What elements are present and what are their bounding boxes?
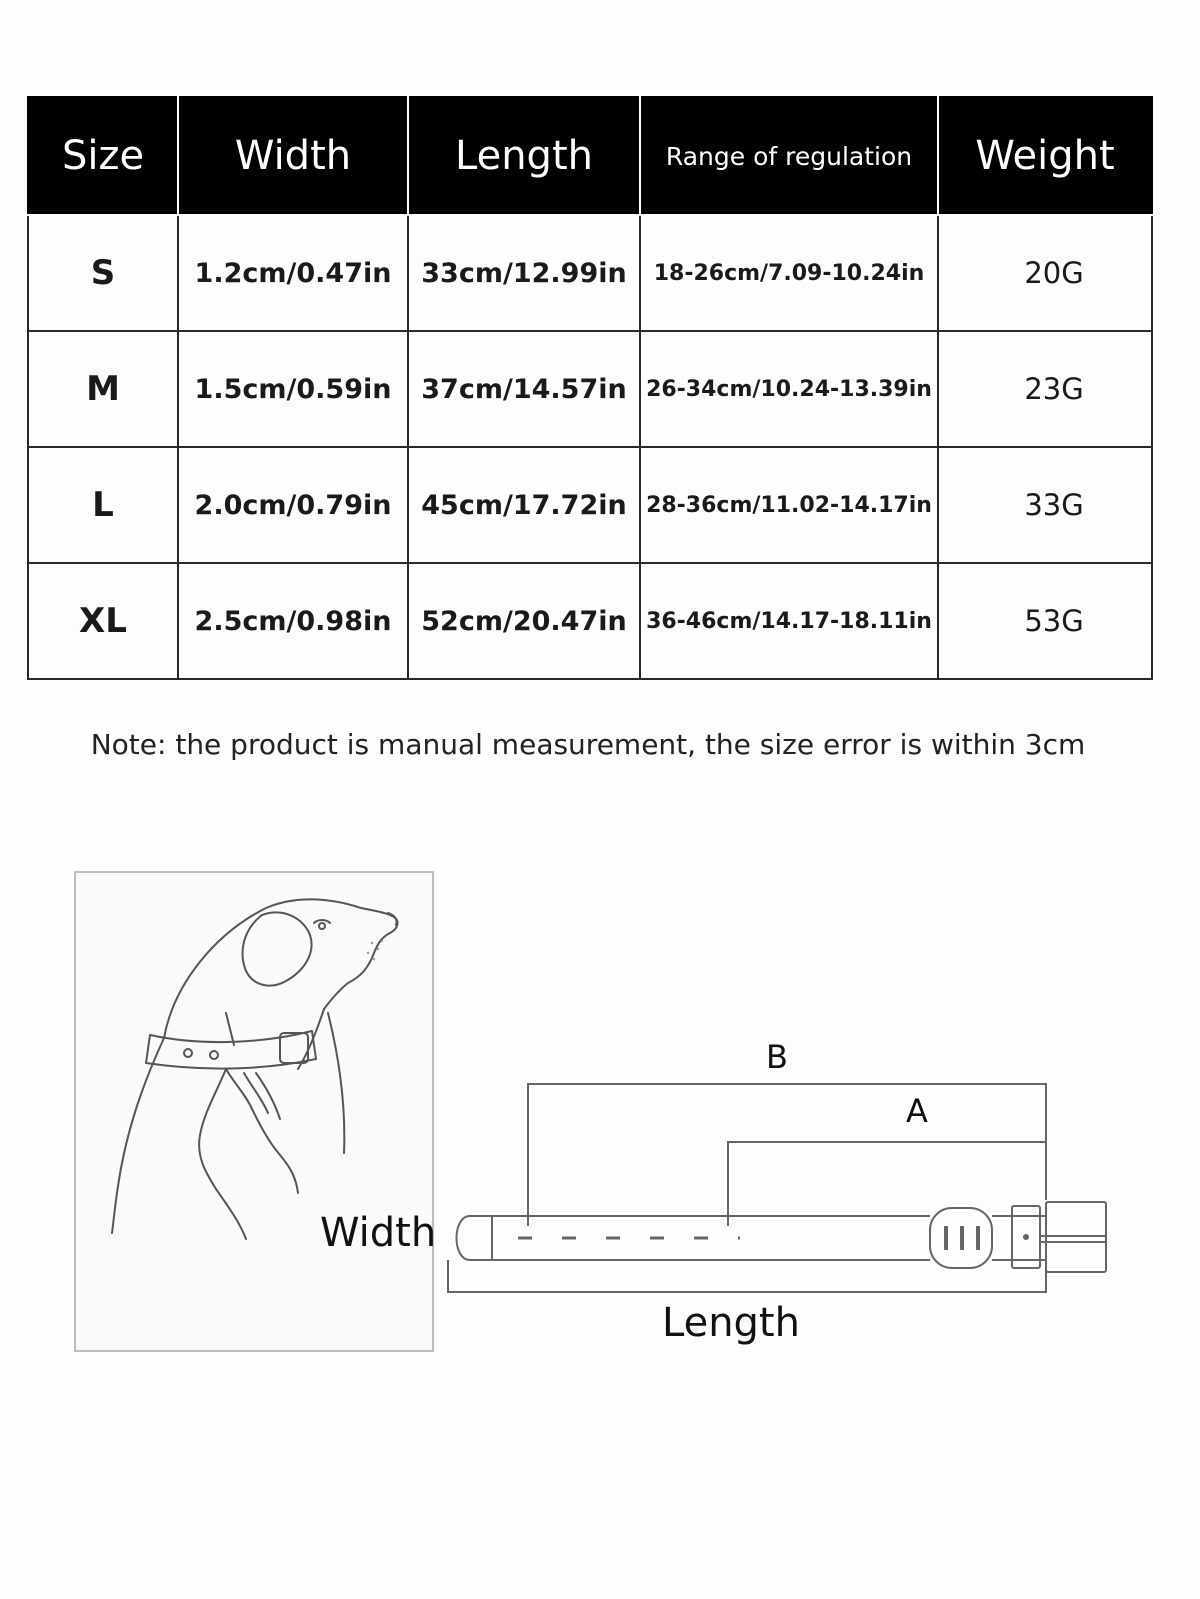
cell-weight: 33G (938, 447, 1152, 563)
cell-length: 52cm/20.47in (408, 563, 640, 679)
cell-width: 2.0cm/0.79in (178, 447, 408, 563)
cell-size: M (28, 331, 178, 447)
width-label: Width (320, 1210, 437, 1256)
cell-weight: 23G (938, 331, 1152, 447)
measurement-note: Note: the product is manual measurement, the size error is within 3cm (90, 728, 1086, 761)
header-size: Size (28, 97, 178, 215)
table-row (28, 563, 1152, 679)
header-length: Length (408, 97, 640, 215)
dog-collar-illustration (76, 873, 432, 1350)
dog-illustration-panel (74, 871, 437, 1352)
cell-width: 1.2cm/0.47in (178, 215, 408, 331)
cell-size: S (28, 215, 178, 331)
cell-length: 37cm/14.57in (408, 331, 640, 447)
cell-length: 33cm/12.99in (408, 215, 640, 331)
cell-width: 1.5cm/0.59in (178, 331, 408, 447)
header-range: Range of regulation (640, 97, 938, 215)
table-row (28, 215, 1152, 331)
cell-length: 45cm/17.72in (408, 447, 640, 563)
cell-range: 36-46cm/14.17-18.11in (640, 563, 938, 679)
cell-range: 18-26cm/7.09-10.24in (640, 215, 938, 331)
cell-size: L (28, 447, 178, 563)
length-label: Length (662, 1300, 800, 1346)
table-row (28, 331, 1152, 447)
b-label: B (766, 1038, 788, 1076)
cell-range: 28-36cm/11.02-14.17in (640, 447, 938, 563)
cell-range: 26-34cm/10.24-13.39in (640, 331, 938, 447)
cell-weight: 53G (938, 563, 1152, 679)
cell-size: XL (28, 563, 178, 679)
cell-weight: 20G (938, 215, 1152, 331)
table-header-row (28, 97, 1152, 215)
a-label: A (906, 1092, 928, 1130)
table-row (28, 447, 1152, 563)
cell-width: 2.5cm/0.98in (178, 563, 408, 679)
header-width: Width (178, 97, 408, 215)
header-weight: Weight (938, 97, 1152, 215)
size-table (27, 96, 1153, 680)
